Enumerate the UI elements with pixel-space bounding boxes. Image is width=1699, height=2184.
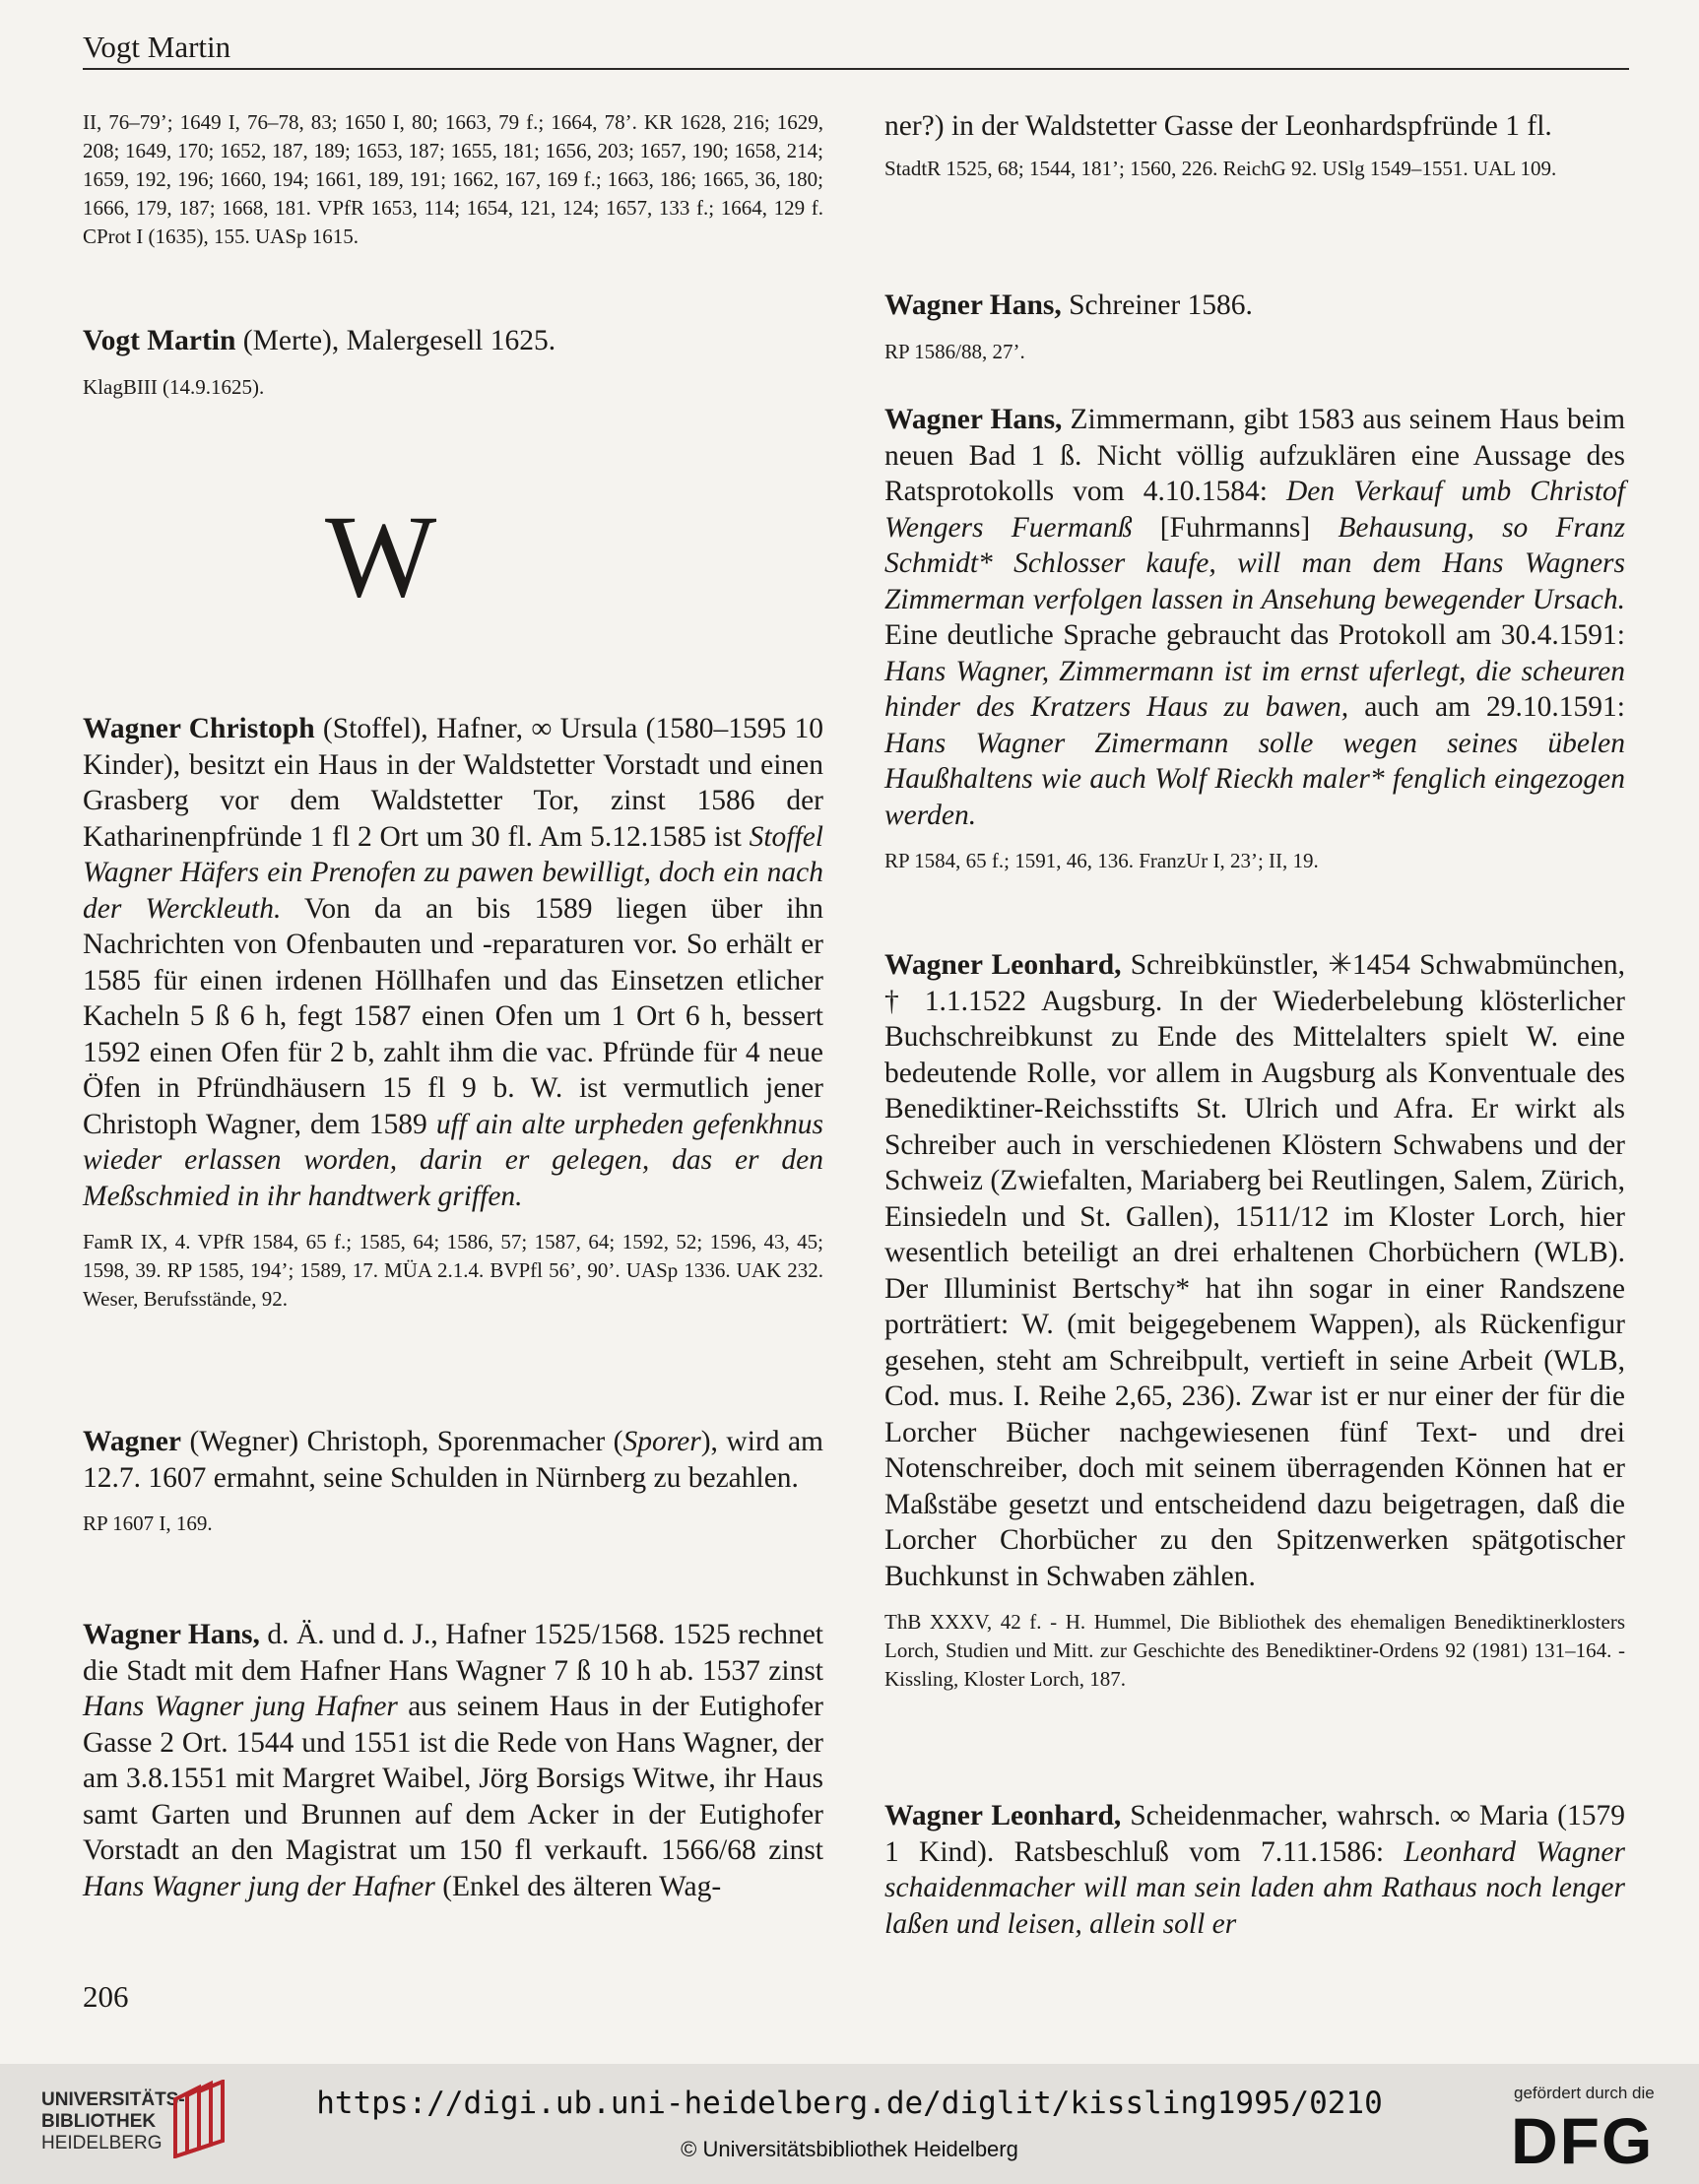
entry-continuation — [884, 108, 1625, 183]
references: KlagBIII (14.9.1625). — [83, 374, 265, 399]
entry-wagner-hans-zimmermann — [884, 402, 1625, 875]
entry-wagner-christoph-sporenmacher — [83, 1424, 823, 1538]
footer-bar — [0, 2064, 1699, 2184]
headword: Wagner Leonhard, — [884, 1800, 1122, 1831]
entry-wagner-leonhard-scheidenmacher — [884, 1798, 1625, 1942]
running-head: Vogt Martin — [83, 30, 231, 64]
references: RP 1607 I, 169. — [83, 1511, 213, 1535]
references: FamR IX, 4. VPfR 1584, 65 f.; 1585, 64; 1586, 57; 1587, 64; 1592, 52; 1596, 43, 45; 1598, 39. RP 1585, 194’; 1589, 17. MÜA 2.1.4. BVPfl 56’, 90’. UASp 1336. UAK 232. Weser, Berufsstände, 92. — [83, 1230, 823, 1311]
entry-text: Wagner Christoph (Stoffel), Hafner, ∞ Ursula (1580–1595 10 Kinder), besitzt ein Haus in der Waldstetter Vorstadt und einen Grasberg vor dem Waldstetter Tor, zinst 1586 der Katharinenpfründe 1 fl 2 Ort um 30 fl. Am 5.12.1585 ist Stoffel Wagner Häfers ein Prenofen zu pawen bewilligt, doch ein nach der Werckleuth. Von da an bis 1589 liegen über ihn Nachrichten von Ofenbauten und -reparaturen vor. So erhält er 1585 für einen irdenen Höllhafen und das Einsetzen etlicher Kacheln 5 ß 6 h, fegt 1587 einen Ofen um 1 Ort 6 h, bessert 1592 einen Ofen für 2 b, zahlt ihm die vac. Pfründe für 4 neue Öfen in Pfründhäusern 15 fl 9 b. W. ist vermutlich jener Christoph Wagner, dem 1589 uff ain alte urpheden gefenkhnus wieder erlassen worden, darin er gelegen, das er den Meßschmied in ihr handtwerk griffen. — [83, 713, 823, 1212]
headword: Wagner Hans, — [884, 289, 1062, 321]
entry-text: Vogt Martin (Merte), Malergesell 1625. — [83, 325, 556, 356]
references: ThB XXXV, 42 f. - H. Hummel, Die Bibliothek des ehemaligen Benediktinerklosters Lorch, Studien und Mitt. zur Geschichte des Benediktiner-Ordens 92 (1981) 131–164. - Kissling, Kloster Lorch, 187. — [884, 1610, 1625, 1691]
entry-text: Wagner Hans, Schreiner 1586. — [884, 289, 1253, 321]
copyright-notice: © Universitätsbibliothek Heidelberg — [681, 2137, 1018, 2161]
entry-text: Wagner Hans, d. Ä. und d. J., Hafner 1525/1568. 1525 rechnet die Stadt mit dem Hafner Hans Wagner 7 ß 10 h ab. 1537 zinst Hans Wagner jung Hafner aus seinem Haus in der Eutighofer Gasse 2 Ort. 1544 und 1551 ist die Rede von Hans Wagner, der am 3.8.1551 mit Margret Waibel, Jörg Borsigs Witwe, ihr Haus samt Garten und Brunnen auf dem Acker in der Eutighofer Vorstadt an den Magistrat um 150 fl verkauft. 1566/68 zinst Hans Wagner jung der Hafner (Enkel des älteren Wag- — [83, 1619, 824, 1902]
references: RP 1584, 65 f.; 1591, 46, 136. FranzUr I, 23’; II, 19. — [884, 849, 1319, 872]
entry-wagner-hans-schreiner — [884, 288, 1625, 366]
headword: Wagner Hans, — [884, 404, 1063, 435]
funding-note: gefördert durch die — [1514, 2084, 1655, 2102]
headword: Vogt Martin — [83, 325, 236, 356]
headword: Wagner — [83, 1426, 181, 1457]
header-rule — [83, 68, 1629, 70]
references: RP 1586/88, 27’. — [884, 339, 1025, 363]
headword: Wagner Christoph — [83, 713, 315, 744]
entry-text: Wagner (Wegner) Christoph, Sporenmacher (Sporer), wird am 12.7. 1607 ermahnt, seine Schulden in Nürnberg zu bezahlen. — [83, 1426, 823, 1494]
permalink-url[interactable]: https://digi.ub.uni-heidelberg.de/diglit/kissling1995/0210 — [316, 2086, 1383, 2121]
references: II, 76–79’; 1649 I, 76–78, 83; 1650 I, 80; 1663, 79 f.; 1664, 78’. KR 1628, 216; 1629, 208; 1649, 170; 1652, 187, 189; 1653, 187; 1655, 181; 1656, 203; 1657, 190; 1658, 214; 1659, 192, 196; 1660, 194; 1661, 189, 191; 1662, 167, 169 f.; 1663, 186; 1665, 36, 180; 1666, 179, 187; 1668, 181. VPfR 1653, 114; 1654, 121, 124; 1657, 133 f.; 1664, 129 f. CProt I (1635), 155. UASp 1615. — [83, 110, 823, 248]
page-number: 206 — [83, 1979, 129, 2014]
entry-text: Wagner Leonhard, Scheidenmacher, wahrsch. ∞ Maria (1579 1 Kind). Ratsbeschluß vom 7.11.1586: Leonhard Wagner schaidenmacher will man sein laden ahm Rathaus noch lenger laßen und leisen, allein soll er — [884, 1800, 1625, 1940]
dfg-logo: DFG — [1511, 2104, 1655, 2177]
entry-wagner-hans-hafner — [83, 1617, 823, 1904]
entry-continuation-refs — [83, 108, 823, 251]
library-logo-text: UNIVERSITÄTS- BIBLIOTHEK HEIDELBERG — [41, 2089, 185, 2153]
headword: Wagner Hans, — [83, 1619, 260, 1650]
entry-vogt-martin — [83, 323, 823, 402]
entry-wagner-leonhard-schreibkuenstler — [884, 947, 1625, 1694]
entry-text: Wagner Leonhard, Schreibkünstler, ✳1454 Schwabmünchen, † 1.1.1522 Augsburg. In der Wiederbelebung klösterlicher Buchschreibkunst zu Ende des Mittelalters spielt W. eine bedeutende Rolle, vor allem in Augsburg als Konventuale des Benediktiner-Reichsstifts St. Ulrich und Afra. Er wirkt als Schreiber auch in verschiedenen Klöstern Schwabens und der Schweiz (Zwiefalten, Mariaberg bei Reutlingen, Salem, Zürich, Einsiedeln und St. Gallen), 1511/12 im Kloster Lorch, hier wesentlich beteiligt an drei erhaltenen Chorbüchern (WLB). Der Illuminist Bertschy* hat ihn sogar in einer Randszene porträtiert: W. (mit beigegebenem Wappen), als Rückenfigur gesehen, steht am Schreibpult, vertieft in seine Arbeit (WLB, Cod. mus. I. Reihe 2,65, 236). Zwar ist er nur einer der für die Lorcher Bücher nachgewiesenen fünf Text- und drei Notenschreiber, doch mit seinem überragenden Können hat er Maßstäbe gesetzt und entscheidend dazu beigetragen, daß die Lorcher Chorbücher zu den Spitzenwerken spätgotischer Buchkunst in Schwaben zählen. — [884, 949, 1625, 1592]
entry-wagner-christoph-hafner — [83, 711, 823, 1314]
entry-text: Wagner Hans, Zimmermann, gibt 1583 aus seinem Haus beim neuen Bad 1 ß. Nicht völlig aufzuklären eine Aussage des Ratsprotokolls vom 4.10.1584: Den Verkauf umb Christof Wengers Fuermanß [Fuhrmanns] Behausung, so Franz Schmidt* Schlosser kaufe, will man dem Hans Wagners Zimmerman verfolgen lassen in Ansehung bewegender Ursach. Eine deutliche Sprache gebraucht das Protokoll am 30.4.1591: Hans Wagner, Zimmermann ist im ernst uferlegt, die scheuren hinder des Kratzers Haus zu bawen, auch am 29.10.1591: Hans Wagner Zimermann solle wegen seines übelen Haußhaltens wie auch Wolf Rieckh maler* fenglich eingezogen werden. — [884, 404, 1626, 831]
headword: Wagner Leonhard, — [884, 949, 1122, 981]
entry-text: ner?) in der Waldstetter Gasse der Leonhardspfründe 1 fl. — [884, 110, 1552, 142]
section-letter-heading: W — [325, 490, 437, 621]
references: StadtR 1525, 68; 1544, 181’; 1560, 226. ReichG 92. USlg 1549–1551. UAL 109. — [884, 156, 1557, 180]
